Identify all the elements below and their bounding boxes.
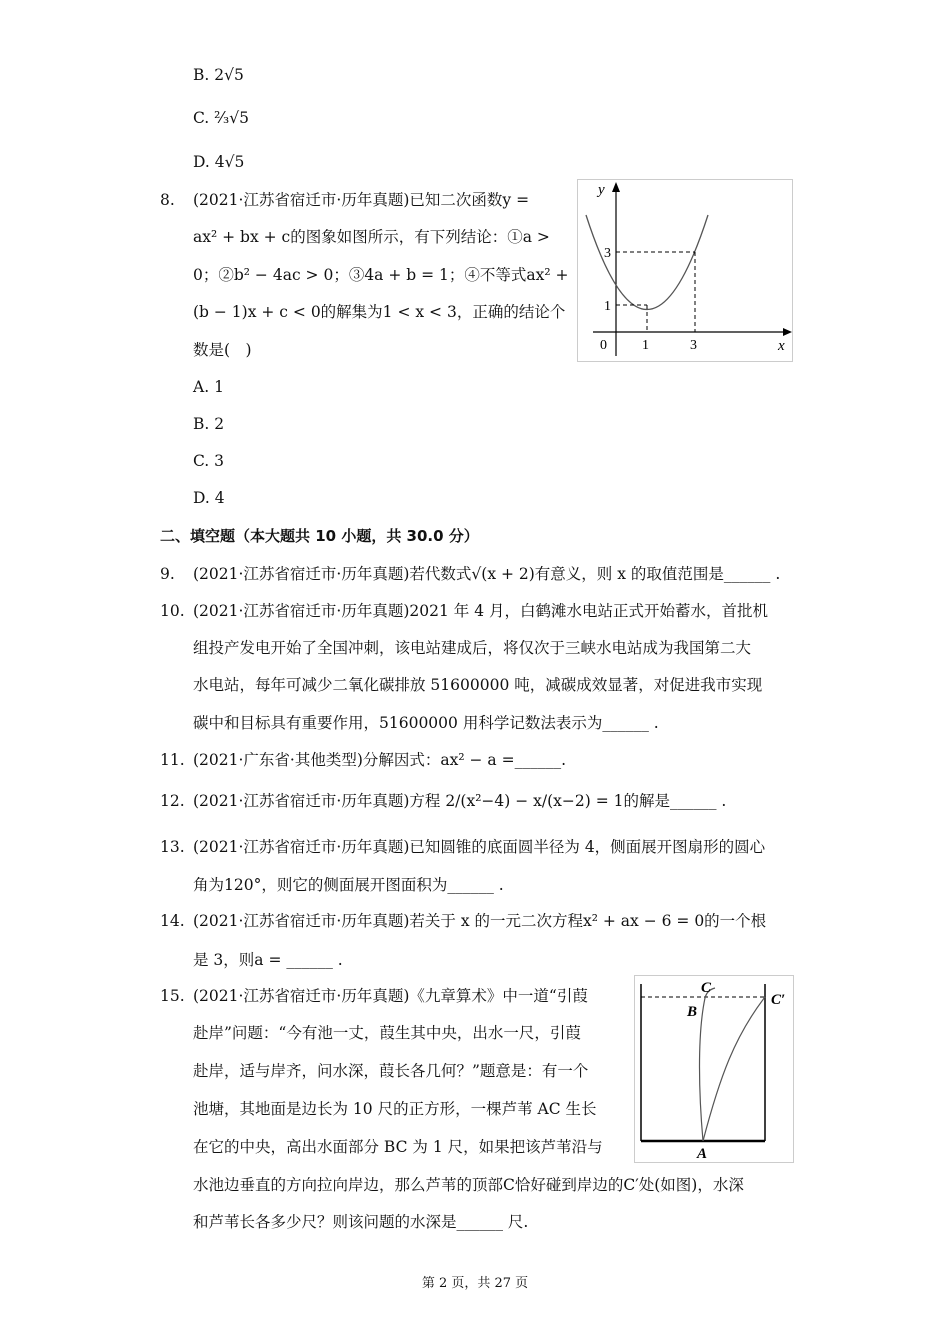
question-line: (2021·江苏省宿迁市·历年真题)若关于 x 的一元二次方程x² + ax − 6 = 0的一个根 xyxy=(193,912,767,930)
question-number: 15. xyxy=(160,987,185,1005)
question-number: 8. xyxy=(160,191,175,209)
point-a-label: A xyxy=(697,1146,708,1162)
parabola-curve xyxy=(586,215,708,310)
reed-pond-figure xyxy=(634,975,794,1163)
question-line: (2021·江苏省宿迁市·历年真题)已知圆锥的底面圆半径为 4，侧面展开图扇形的圆心 xyxy=(193,838,766,856)
question-line: (b − 1)x + c < 0的解集为1 < x < 3，正确的结论个 xyxy=(193,303,566,321)
option-d xyxy=(193,152,244,172)
reed-pulled xyxy=(703,997,765,1141)
point-c-label: C xyxy=(701,980,712,996)
question-line: (2021·江苏省宿迁市·历年真题)若代数式√(x + 2)有意义，则 x 的取值范围是______ . xyxy=(193,565,781,583)
y-tick-label: 3 xyxy=(604,246,611,261)
question-line: 和芦苇长各多少尺？则该问题的水深是______ 尺. xyxy=(193,1213,529,1231)
question-line: 数是( ) xyxy=(193,341,252,359)
option-c xyxy=(193,451,224,471)
question-line: 赴岸，适与岸齐，问水深，葭长各几何？”题意是：有一个 xyxy=(193,1062,589,1080)
question-number: 11. xyxy=(160,751,185,769)
x-arrow-icon xyxy=(783,328,792,336)
option-value: 2 xyxy=(214,415,225,433)
option-value: 4√5 xyxy=(214,153,245,171)
question-line: 水电站，每年可减少二氧化碳排放 51600000 吨，减碳成效显著，对促进我市实现 xyxy=(193,676,763,694)
question-line: 组投产发电开始了全国冲刺，该电站建成后，将仅次于三峡水电站成为我国第二大 xyxy=(193,639,752,657)
x-label: x xyxy=(778,338,785,354)
x-tick-label: 3 xyxy=(690,338,697,353)
point-b-label: B xyxy=(687,1004,698,1020)
option-c xyxy=(193,108,249,128)
point-c-prime-label: C′ xyxy=(771,992,786,1008)
option-label: B. xyxy=(193,66,210,84)
option-label: D. xyxy=(193,153,210,171)
option-value: 2√5 xyxy=(214,66,244,84)
question-line: (2021·广东省·其他类型)分解因式：ax² − a =______. xyxy=(193,751,567,769)
question-line: 池塘，其地面是边长为 10 尺的正方形，一棵芦苇 AC 生长 xyxy=(193,1100,597,1118)
parabola-figure xyxy=(577,179,793,362)
option-label: C. xyxy=(193,452,210,470)
option-b xyxy=(193,65,244,85)
question-line: 赴岸”问题：“今有池一丈，葭生其中央，出水一尺，引葭 xyxy=(193,1024,581,1042)
question-number: 12. xyxy=(160,792,185,810)
y-tick-label: 1 xyxy=(604,299,611,314)
question-number: 14. xyxy=(160,912,185,930)
question-number: 13. xyxy=(160,838,185,856)
option-label: B. xyxy=(193,415,210,433)
page-footer: 第 2 页，共 27 页 xyxy=(421,1276,529,1291)
option-a xyxy=(193,377,224,397)
question-line: (2021·江苏省宿迁市·历年真题)《九章算术》中一道“引葭 xyxy=(193,987,588,1005)
option-value: 4 xyxy=(214,489,225,507)
origin-label: 0 xyxy=(600,338,607,353)
option-label: D. xyxy=(193,489,210,507)
question-line: (2021·江苏省宿迁市·历年真题)已知二次函数y = xyxy=(193,191,530,209)
y-arrow-icon xyxy=(612,182,620,192)
question-line: 碳中和目标具有重要作用，51600000 用科学记数法表示为______ . xyxy=(193,714,659,732)
section-title: 二、填空题（本大题共 10 小题，共 30.0 分） xyxy=(160,527,479,545)
question-line: 角为120°，则它的侧面展开图面积为______ . xyxy=(193,876,504,894)
question-line: 在它的中央，高出水面部分 BC 为 1 尺，如果把该芦苇沿与 xyxy=(193,1138,603,1156)
y-label: y xyxy=(598,182,605,198)
option-label: C. xyxy=(193,109,210,127)
reed-upright xyxy=(700,988,716,1141)
question-number: 10. xyxy=(160,602,185,620)
question-line: 0；②b² − 4ac > 0；③4a + b = 1；④不等式ax² + xyxy=(193,266,569,284)
question-line: 水池边垂直的方向拉向岸边，那么芦苇的顶部C恰好碰到岸边的C′处(如图)，水深 xyxy=(193,1176,744,1194)
option-value: 3 xyxy=(214,452,225,470)
option-label: A. xyxy=(193,378,210,396)
option-b xyxy=(193,414,224,434)
x-tick-label: 1 xyxy=(642,338,649,353)
question-line: (2021·江苏省宿迁市·历年真题)2021 年 4 月，白鹤滩水电站正式开始蓄水，首批机 xyxy=(193,602,768,620)
question-line: 是 3，则a = ______ . xyxy=(193,951,343,969)
option-value: ²⁄₃√5 xyxy=(214,109,249,127)
question-number: 9. xyxy=(160,565,175,583)
question-line: ax² + bx + c的图象如图所示，有下列结论：①a > xyxy=(193,228,550,246)
option-value: 1 xyxy=(214,378,224,396)
question-line: (2021·江苏省宿迁市·历年真题)方程 2/(x²−4) − x/(x−2) = 1的解是______ . xyxy=(193,792,727,810)
option-d xyxy=(193,488,225,508)
